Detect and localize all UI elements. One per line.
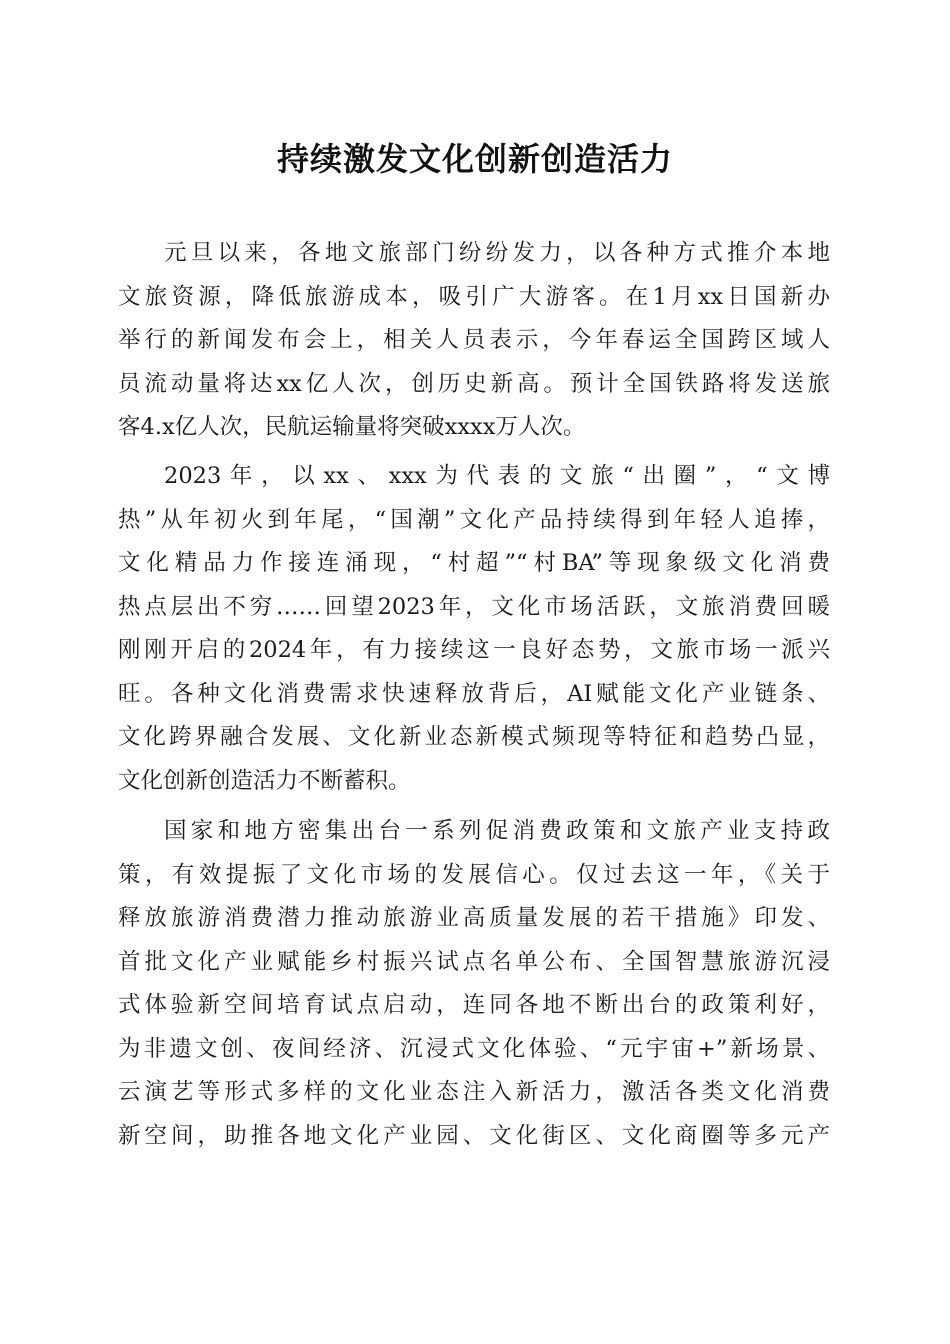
paragraph-3 [118,810,830,1158]
text-line: 文旅资源，降低旅游成本，吸引广大游客。在1月xx日国新办 [118,283,830,310]
text-line: 2023年，以xx、xxx为代表的文旅“出圈”，“文博 [164,463,830,489]
text-line: 员流动量将达xx亿人次，创历史新高。预计全国铁路将发送旅 [118,370,830,397]
text-line: 文化跨界融合发展、文化新业态新模式频现等特征和趋势凸显， [118,724,830,750]
text-line: 文化精品力作接连涌现，“村超”“村BA”等现象级文化消费 [118,550,830,576]
text-line: 举行的新闻发布会上，相关人员表示，今年春运全国跨区域人 [118,327,830,353]
text-line: 首批文化产业赋能乡村振兴试点名单公布、全国智慧旅游沉浸 [118,948,830,975]
text-line: 文化创新创造活力不断蓄积。 [118,767,411,794]
text-line: 旺。各种文化消费需求快速释放背后，AI赋能文化产业链条、 [118,680,830,707]
text-line: 热点层出不穷……回望2023年，文化市场活跃，文旅消费回暖 [118,593,830,620]
text-line: 式体验新空间培育试点启动，连同各地不断出台的政策利好， [118,992,830,1018]
text-line: 国家和地方密集出台一系列促消费政策和文旅产业支持政 [164,818,830,844]
text-line: 释放旅游消费潜力推动旅游业高质量发展的若干措施》印发、 [118,905,830,931]
text-line: 刚刚开启的2024年，有力接续这一良好态势，文旅市场一派兴 [118,637,830,663]
text-line: 客4.x亿人次，民航运输量将突破xxxx万人次。 [118,414,586,440]
text-line: 元旦以来，各地文旅部门纷纷发力，以各种方式推介本地 [164,240,830,266]
paragraph-2 [118,455,830,803]
page-title: 持续激发文化创新创造活力 [276,140,673,178]
text-line: 热”从年初火到年尾，“国潮”文化产品持续得到年轻人追捧， [118,506,830,533]
text-line: 为非遗文创、夜间经济、沉浸式文化体验、“元宇宙+”新场景、 [118,1035,830,1062]
paragraph-1 [118,232,830,450]
text-line: 新空间，助推各地文化产业园、文化街区、文化商圈等多元产 [118,1122,830,1149]
text-line: 云演艺等形式多样的文化业态注入新活力，激活各类文化消费 [118,1079,830,1105]
text-line: 策，有效提振了文化市场的发展信心。仅过去这一年，《关于 [118,861,830,888]
